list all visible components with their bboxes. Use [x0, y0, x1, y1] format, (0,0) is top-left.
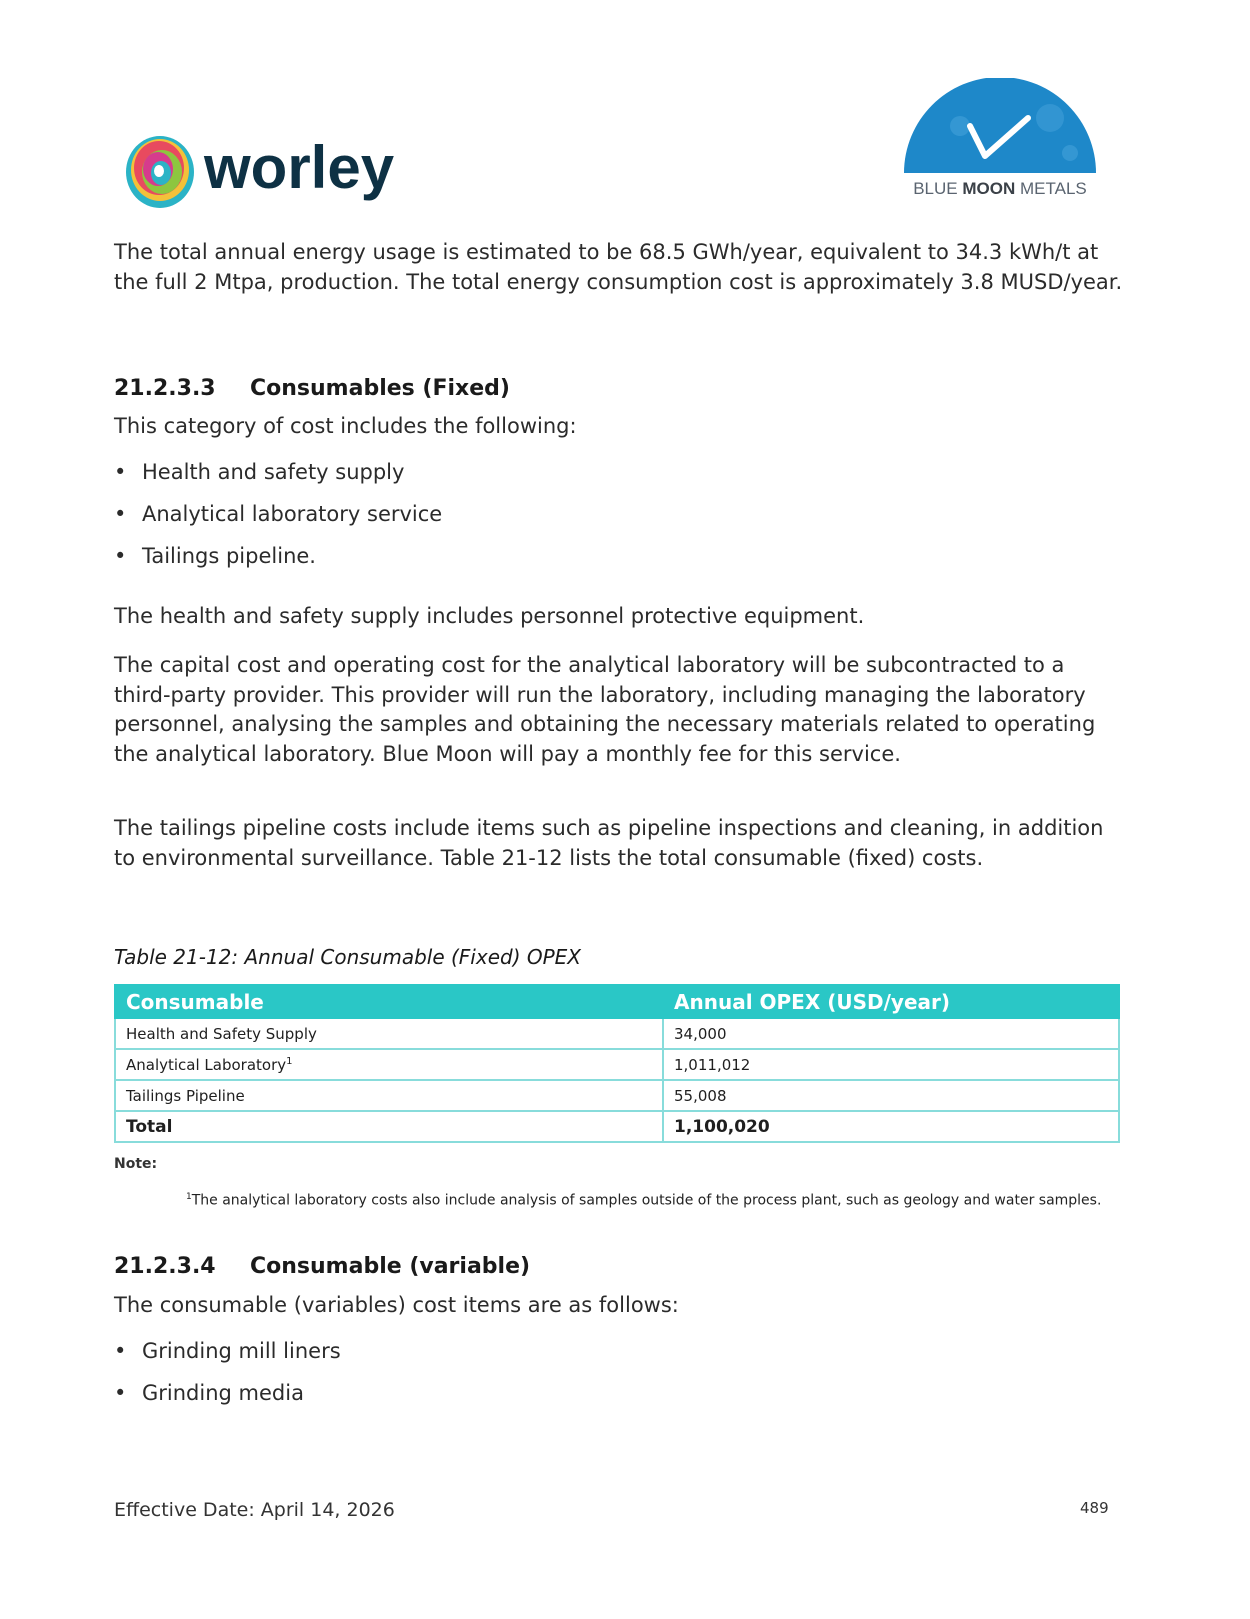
cell-opex: 55,008 — [663, 1080, 1119, 1111]
paragraph-laboratory: The capital cost and operating cost for the analytical laboratory will be subcontracted to a third-party provider. This provider will run the laboratory, including managing the laboratory personnel, analysing the samples and obtaining the necessary materials related to operating the analytical laboratory. Blue Moon will pay a monthly fee for this service. — [114, 653, 1096, 766]
cell-opex: 34,000 — [663, 1018, 1119, 1049]
worley-swirl-icon — [126, 136, 194, 208]
blue-moon-metals-logo — [900, 78, 1100, 203]
table-row — [115, 1049, 1119, 1080]
logo-text-metals: METALS — [1020, 179, 1087, 198]
table-caption: Table 21-12: Annual Consumable (Fixed) OPEX — [114, 945, 582, 969]
energy-paragraph: The total annual energy usage is estimated to be 68.5 GWh/year, equivalent to 34.3 kWh/t at the full 2 Mtpa, production. The total energy consumption cost is approximately 3.8 MUSD/year. — [114, 240, 1123, 294]
cell-consumable-text: Analytical Laboratory — [126, 1055, 287, 1074]
list-item: • Analytical laboratory service — [114, 502, 442, 544]
table-total-row — [115, 1111, 1119, 1142]
fixed-consumables-list — [114, 460, 442, 586]
table-row — [115, 1018, 1119, 1049]
note-label: Note: — [114, 1156, 158, 1172]
worley-logo — [122, 128, 442, 218]
cell-consumable: Health and Safety Supply — [115, 1018, 663, 1049]
footnote-marker: 1 — [186, 1192, 192, 1202]
section-heading-variable — [114, 1254, 530, 1279]
opex-table — [114, 984, 1120, 1143]
logo-text-blue: BLUE — [913, 179, 958, 198]
footer-page-number: 489 — [1080, 1499, 1109, 1517]
list-item: • Grinding mill liners — [114, 1339, 341, 1381]
section-number: 21.2.3.4 — [114, 1254, 216, 1279]
footnote-text — [186, 1182, 1116, 1216]
list-item: • Grinding media — [114, 1381, 341, 1423]
paragraph-health-safety: The health and safety supply includes personnel protective equipment. — [114, 604, 865, 628]
cell-total-value: 1,100,020 — [663, 1111, 1119, 1142]
header-consumable: Consumable — [115, 985, 663, 1018]
logo-text-moon: MOON — [962, 179, 1016, 198]
paragraph-tailings: The tailings pipeline costs include items such as pipeline inspections and cleaning, in addition to environmental surveillance. Table 21-12 lists the total consumable (fixed) costs. — [114, 816, 1104, 870]
cell-consumable — [115, 1049, 663, 1080]
variable-consumables-list — [114, 1339, 341, 1423]
svg-text:BLUE MOON METALS — [913, 179, 1087, 198]
cell-opex: 1,011,012 — [663, 1049, 1119, 1080]
section-lead: The consumable (variables) cost items are as follows: — [114, 1293, 679, 1317]
footnote-body: The analytical laboratory costs also include analysis of samples outside of the process plant, such as geology and water samples. — [191, 1192, 1102, 1209]
table-header-row — [115, 985, 1119, 1018]
section-heading-fixed — [114, 376, 510, 401]
section-lead: This category of cost includes the following: — [114, 414, 577, 438]
section-title: Consumables (Fixed) — [250, 376, 510, 401]
section-number: 21.2.3.3 — [114, 376, 216, 401]
footer-effective-date: Effective Date: April 14, 2026 — [114, 1499, 395, 1521]
footnote-marker: 1 — [286, 1055, 293, 1067]
list-item: • Tailings pipeline. — [114, 544, 442, 586]
table-row — [115, 1080, 1119, 1111]
header-annual-opex: Annual OPEX (USD/year) — [663, 985, 1119, 1018]
section-title: Consumable (variable) — [250, 1254, 531, 1279]
cell-consumable: Tailings Pipeline — [115, 1080, 663, 1111]
cell-total-label: Total — [115, 1111, 663, 1142]
worley-wordmark: worley — [204, 134, 395, 201]
list-item: • Health and safety supply — [114, 460, 442, 502]
